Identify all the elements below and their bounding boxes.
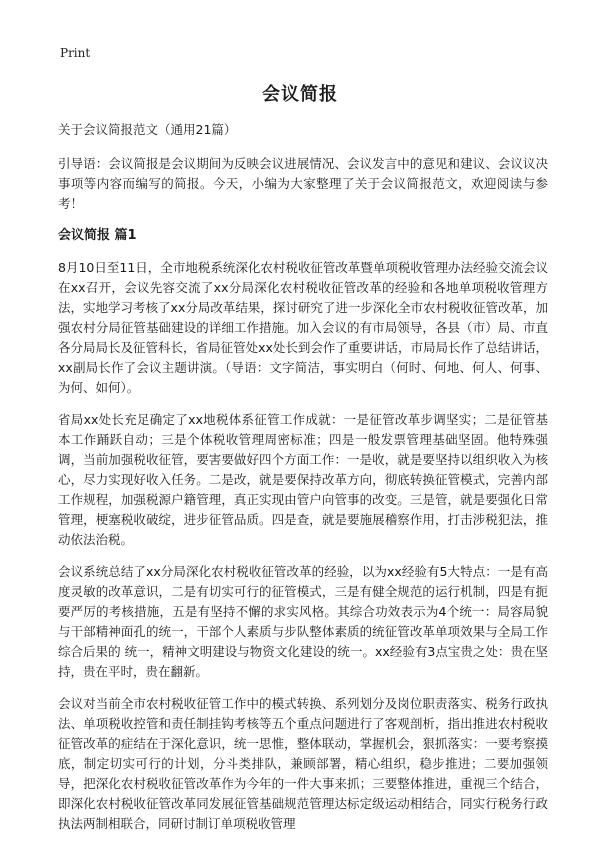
document-subtitle: 关于会议简报范文（通用21篇） — [58, 122, 237, 137]
document-body — [58, 120, 548, 846]
body-paragraph: 8月10日至11日，全市地税系统深化农村税收征管改革暨单项税收管理办法经验交流会议在xx召开，会议先容交流了xx分局深化农村税收征管改革的经验和各地单项税收管理方法，实地学习考核了xx分局改革结果，探讨研究了进一步深化全市农村税收征管改革，加强农村分局征管基础建设的详细工作措施。加入会议的有市局领导，各县（市）局、市直各分局局长及征管科长，省局征管处xx处长到会作了重要讲话，市局局长作了总结讲话，xx副局长作了会议主题讲演。（导语：文字简洁，事实明白（何时、何地、何人、何事、为何、如何）。 — [58, 260, 548, 395]
body-paragraph: 会议对当前全市农村税收征管工作中的模式转换、系列划分及岗位职责落实、税务行政执法、单项税收控管和责任制挂钩考核等五个重点问题进行了客观剖析，指出推进农村税收征管改革的症结在于深化意识，统一思惟，整体联动，掌握机会，狠抓落实：一要考察摸底，制定切实可行的计划，分斗类排队，兼顾部署，精心组织，稳步推进；二要加强领导，把深化农村税收征管改革作为今年的一件大事来抓；三要整体推进，重视三个结合，即深化农村税收征管改革同发展征管基础规范管理达标定级运动相结合，同实行税务行政执法两制相联合，同研讨制订单项税收管理 — [58, 696, 548, 831]
intro-paragraph: 引导语：会议简报是会议期间为反映会议进展情况、会议发言中的意见和建议、会议议决事项等内容而编写的简报。今天，小编为大家整理了关于会议简报范文，欢迎阅读与参考！ — [58, 156, 548, 211]
print-link[interactable]: Print — [60, 46, 91, 60]
body-paragraph: 会议系统总结了xx分局深化农村税收征管改革的经验，以为xx经验有5大特点：一是有高度灵敏的改革意识，二是有切实可行的征管模式，三是有健全规范的运行机制，四是有扼要严厉的考核措施，五是有坚持不懈的求实风格。其综合功效表示为4个统一：局容局貌与干部精神面孔的统一，干部个人素质与步队整体素质的统征管改革单项效果与全局工作综合后果的 统一，精神文明建设与物资文化建设的统一。xx经验有3点宝贵之处：贵在坚持，贵在平时，贵在翻新。 — [58, 564, 548, 679]
section-heading: 会议简报 篇1 — [58, 228, 137, 243]
document-title: 会议简报 — [262, 84, 338, 105]
body-paragraph: 省局xx处长充足确定了xx地税体系征管工作成就：一是征管改革步调坚实；二是征管基本工作踊跃自动；三是个体税收管理周密标准；四是一般发票管理基础坚固。他特殊强调，当前加强税收征管，要害要做好四个方面工作：一是收，就是要坚持以组织收入为核心，尽力实现好收入任务。二是改，就是要保持改革方向，彻底转换征管模式，完善内部工作规程，加强税源户籍管理，真正实现由管户向管事的改变。三是管，就是要强化日常管理，梗塞税收破绽，进步征管品质。四是查，就是要施展稽察作用，打击涉税犯法，推动依法治税。 — [58, 412, 548, 547]
